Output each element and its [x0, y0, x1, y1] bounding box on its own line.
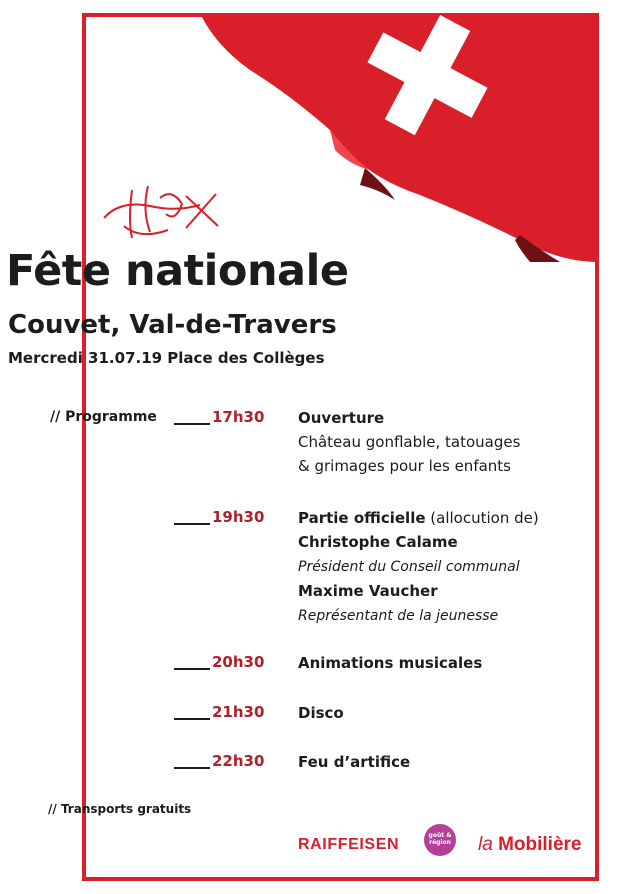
- location-subtitle: Couvet, Val-de-Travers: [8, 310, 337, 340]
- programme-description: [298, 750, 410, 774]
- programme-description: [298, 651, 482, 675]
- description-line: [298, 701, 344, 725]
- leader-line: [174, 423, 210, 425]
- description-line: [298, 530, 539, 554]
- description-line: [298, 579, 539, 603]
- description-line: [298, 454, 520, 478]
- gout-region-badge: [424, 824, 456, 856]
- leader-line: [174, 523, 210, 525]
- description-text: Partie officielle: [298, 509, 426, 527]
- programme-time: 21h30: [212, 703, 265, 721]
- programme-time: 19h30: [212, 508, 265, 526]
- programme-time: 20h30: [212, 653, 265, 671]
- description-line: [298, 554, 539, 579]
- description-text: Maxime Vaucher: [298, 582, 438, 600]
- description-text: Animations musicales: [298, 654, 483, 672]
- description-text: Feu d’artifice: [298, 753, 411, 771]
- description-text: Disco: [298, 704, 344, 722]
- badge-line: goût &: [428, 832, 452, 839]
- sponsor-logos: [298, 832, 598, 856]
- badge-line: région: [429, 839, 451, 846]
- programme-time: 17h30: [212, 408, 265, 426]
- leader-line: [174, 668, 210, 670]
- description-line: [298, 750, 410, 774]
- programme-description: [298, 406, 520, 478]
- mobiliere-name: Mobilière: [498, 834, 582, 855]
- description-line: [298, 506, 539, 530]
- leader-line: [174, 718, 210, 720]
- description-suffix: (allocution de): [425, 509, 539, 527]
- programme-label: // Programme: [50, 409, 157, 425]
- decorative-signature-logo: [104, 186, 218, 238]
- description-text: Président du Conseil communal: [298, 559, 520, 575]
- raiffeisen-logo: RAIFFEISEN: [298, 836, 400, 853]
- programme-description: [298, 701, 344, 725]
- description-text: Christophe Calame: [298, 533, 458, 551]
- programme-time: 22h30: [212, 752, 265, 770]
- description-text: Représentant de la jeunesse: [298, 608, 499, 624]
- mobiliere-la: la: [478, 834, 493, 855]
- description-line: [298, 651, 482, 675]
- programme-description: [298, 506, 539, 628]
- description-text: & grimages pour les enfants: [298, 457, 511, 475]
- transports-note: // Transports gratuits: [48, 802, 192, 816]
- la-mobiliere-logo: [478, 834, 581, 856]
- date-venue: Mercredi 31.07.19 Place des Collèges: [8, 349, 325, 367]
- description-text: Château gonflable, tatouages: [298, 433, 521, 451]
- description-line: [298, 430, 520, 454]
- description-line: [298, 406, 520, 430]
- leader-line: [174, 767, 210, 769]
- page-title: Fête nationale: [6, 246, 349, 296]
- description-text: Ouverture: [298, 409, 385, 427]
- description-line: [298, 603, 539, 628]
